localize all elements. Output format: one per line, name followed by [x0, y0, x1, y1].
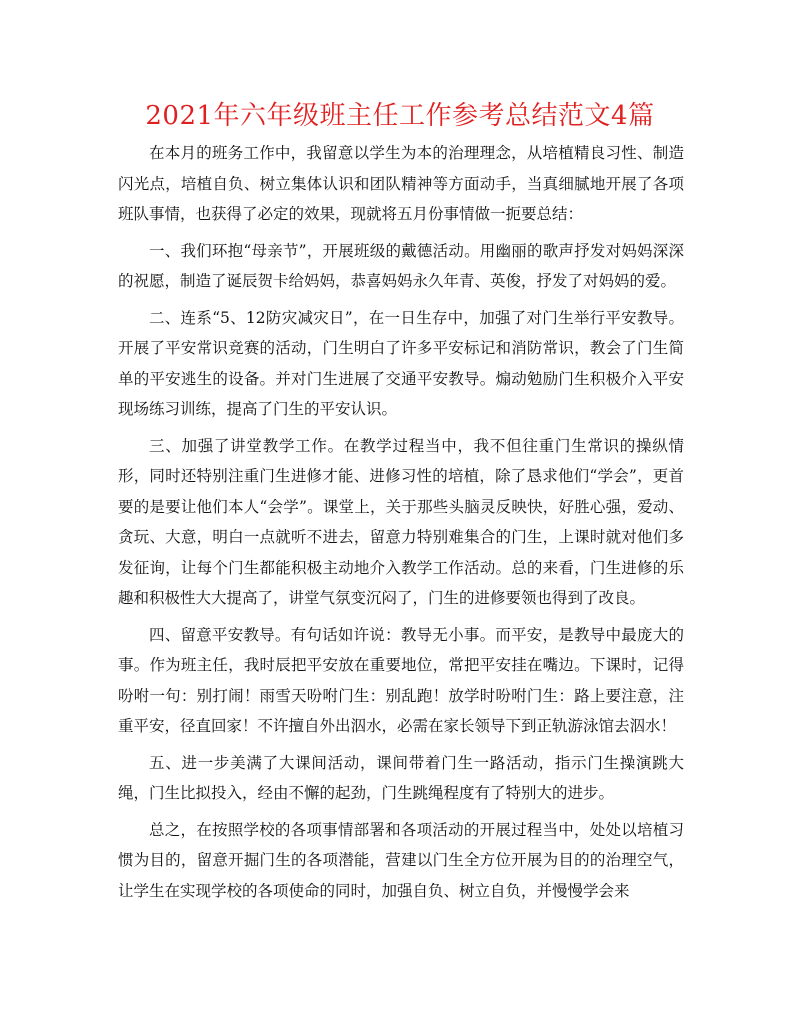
paragraph-summary: 总之，在按照学校的各项事情部署和各项活动的开展过程当中，处处以培植习惯为目的，留意开掘门生的各项潜能，营建以门生全方位开展为目的的治理空气，让学生在实现学校的各项使命的同时，加强自负、树立自负，并慢慢学会来: [118, 820, 684, 900]
paragraph-classroom-teaching: 三、加强了讲堂教学工作。在教学过程当中，我不但往重门生常识的操纵情形，同时还特别注重门生进修才能、进修习性的培植，除了恳求他们“学会”，更首要的是要让他们本人“会学”。课堂上，关于那些头脑灵反映快，好胜心强，爱动、贪玩、大意，明白一点就听不进去，留意力特别难集合的门生，上课时就对他们多发征询，让每个门生都能积极主动地介入教学工作活动。总的来看，门生进修的乐趣和积极性大大提高了，讲堂气氛变沉闷了，门生的进修要领也得到了改良。: [118, 436, 684, 607]
paragraph-mothers-day: 一、我们环抱“母亲节”，开展班级的戴德活动。用幽丽的歌声抒发对妈妈深深的祝愿，制造了诞辰贺卡给妈妈，恭喜妈妈永久年青、英俊，抒发了对妈妈的爱。: [118, 241, 684, 290]
paragraph-recess-activities: 五、进一步美满了大课间活动，课间带着门生一路活动，指示门生操演跳大绳，门生比拟投入，经由不懈的起劲，门生跳绳程度有了特别大的进步。: [118, 753, 684, 802]
paragraph-disaster-prevention: 二、连系“5、12防灾减灾日”，在一日生存中，加强了对门生举行平安教导。开展了平安常识竞赛的活动，门生明白了许多平安标记和消防常识，教会了门生简单的平安逃生的设备。并对门生进展了交通平安教导。煽动勉励门生积极介入平安现场练习训练，提高了门生的平安认识。: [118, 308, 684, 418]
document-title: 2021年六年级班主任工作参考总结范文4篇: [145, 101, 655, 131]
document-body: [118, 138, 684, 912]
paragraph-intro: 在本月的班务工作中，我留意以学生为本的治理理念，从培植精良习性、制造闪光点，培植自负、树立集体认识和团队精神等方面动手，当真细腻地开展了各项班队事情，也获得了必定的效果，现就将五月份事情做一扼要总结：: [118, 144, 684, 223]
paragraph-safety-education: 四、留意平安教导。有句话如许说：教导无小事。而平安，是教导中最庞大的事。作为班主任，我时辰把平安放在重要地位，常把平安挂在嘴边。下课时，记得吩咐一句：别打闹！雨雪天吩咐门生：别乱跑！放学时吩咐门生：路上要注意，注重平安，径直回家！不许擅自外出泅水，必需在家长领导下到正轨游泳馆去泅水！: [118, 625, 684, 735]
